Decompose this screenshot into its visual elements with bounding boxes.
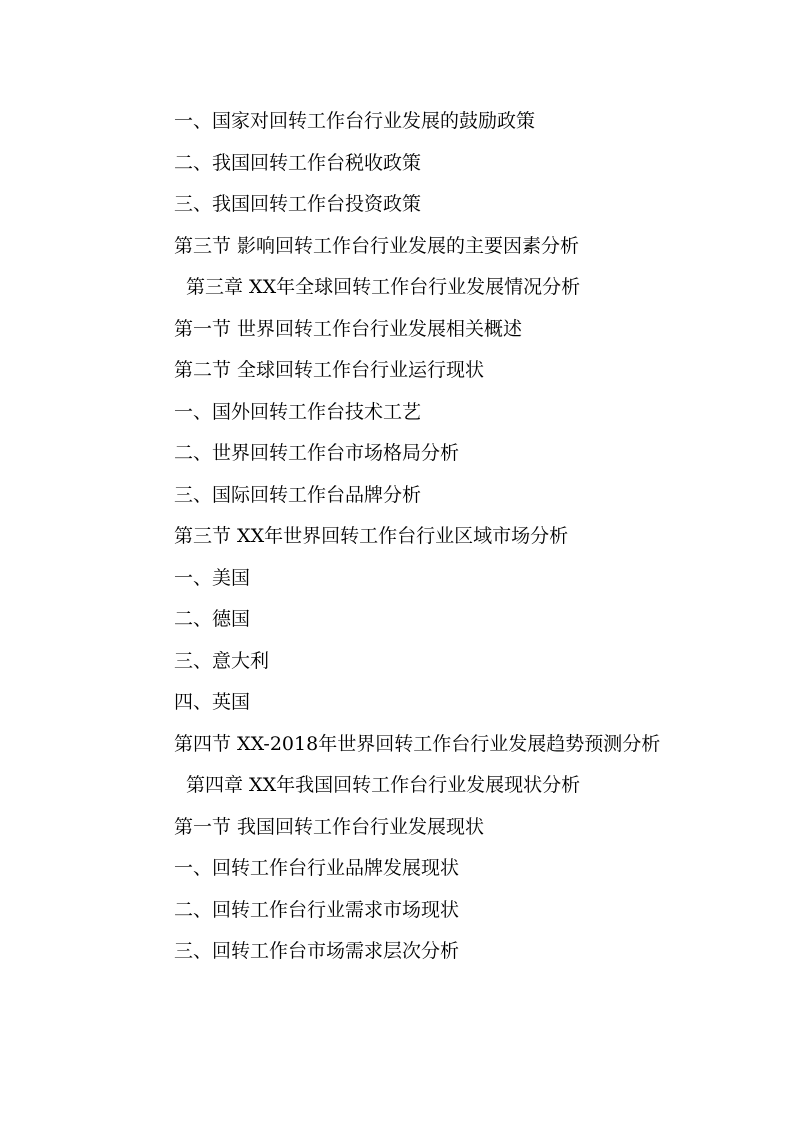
toc-item: 二、我国回转工作台税收政策 (174, 151, 422, 174)
toc-chapter: 第四章 XX年我国回转工作台行业发展现状分析 (186, 774, 581, 796)
toc-section: 第二节 全球回转工作台行业运行现状 (174, 359, 485, 381)
toc-item: 一、国家对回转工作台行业发展的鼓励政策 (174, 110, 536, 132)
toc-item: 一、美国 (174, 566, 251, 589)
toc-item: 三、意大利 (174, 649, 270, 672)
toc-section: 第一节 世界回转工作台行业发展相关概述 (174, 317, 523, 340)
toc-item: 二、德国 (174, 608, 251, 630)
toc-item: 三、回转工作台市场需求层次分析 (174, 940, 460, 962)
toc-chapter: 第三章 XX年全球回转工作台行业发展情况分析 (186, 276, 581, 298)
toc-item: 二、回转工作台行业需求市场现状 (174, 898, 460, 921)
toc-content (120, 101, 680, 973)
toc-section: 第四节 XX-2018年世界回转工作台行业发展趋势预测分析 (174, 732, 661, 755)
toc-item: 四、英国 (174, 691, 251, 713)
toc-section: 第一节 我国回转工作台行业发展现状 (174, 815, 485, 838)
toc-item: 一、国外回转工作台技术工艺 (174, 400, 422, 423)
toc-section: 第三节 影响回转工作台行业发展的主要因素分析 (174, 234, 580, 257)
toc-item: 三、国际回转工作台品牌分析 (174, 483, 422, 506)
toc-item: 二、世界回转工作台市场格局分析 (174, 442, 460, 464)
toc-item: 一、回转工作台行业品牌发展现状 (174, 857, 460, 879)
toc-section: 第三节 XX年世界回转工作台行业区域市场分析 (174, 525, 569, 547)
toc-item: 三、我国回转工作台投资政策 (174, 193, 422, 215)
